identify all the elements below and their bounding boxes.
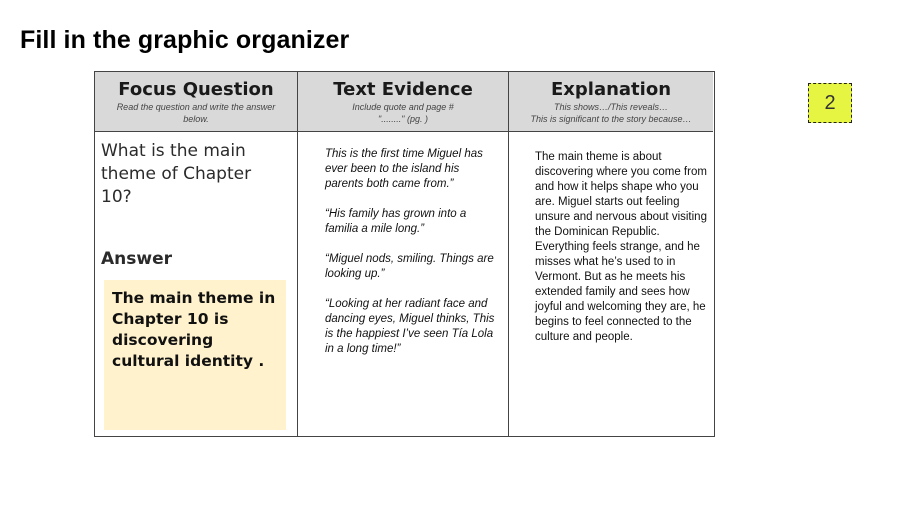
focus-question-header-title: Focus Question [118, 79, 274, 100]
answer-label: Answer [101, 249, 172, 269]
graphic-organizer-table [94, 71, 715, 437]
evidence-quote-4: “Looking at her radiant face and dancing eyes, Miguel thinks, This is the happiest I’ve seen Tía Lola in a long time!” [325, 298, 495, 355]
focus-question-header [95, 72, 297, 132]
explanation-header [509, 72, 713, 132]
focus-question-header-subtitle-line-2: below. [183, 114, 209, 124]
explanation-column [509, 72, 713, 436]
focus-question-text: What is the main theme of Chapter 10? [101, 141, 252, 207]
text-evidence-header-subtitle-line-1: Include quote and page # [352, 102, 454, 112]
explanation-header-subtitle-line-1: This shows…/This reveals… [553, 102, 669, 112]
slide-number-badge: 2 [808, 83, 852, 123]
text-evidence-header [298, 72, 508, 132]
explanation-header-title: Explanation [550, 79, 672, 100]
evidence-quote-1: This is the first time Miguel has ever been to the island his parents both came from.” [325, 148, 483, 190]
slide-title: Fill in the graphic organizer [20, 26, 350, 54]
explanation-header-subtitle-line-2: This is significant to the story because… [530, 114, 692, 124]
answer-text: The main theme in Chapter 10 is discovering cultural identity . [112, 289, 276, 370]
explanation-text[interactable]: The main theme is about discovering where you come from and how it helps shape who you are. Miguel starts out feeling unsure and nervous about visiting the Dominican Republic. Everything feels strange, and he misses what he’s used to in Vermont. But as he meets his extended family and sees how joyful and welcoming they are, he begins to feel connected to the culture and people. [535, 151, 707, 343]
text-evidence-column [298, 72, 509, 436]
text-evidence-header-title: Text Evidence [333, 79, 473, 100]
evidence-quote-2: “His family has grown into a familia a mile long.” [325, 208, 467, 235]
focus-question-header-subtitle-line-1: Read the question and write the answer [116, 102, 276, 112]
evidence-quote-3: “Miguel nods, smiling. Things are looking up.” [325, 253, 494, 280]
text-evidence-header-subtitle-line-2: "........" (pg. ) [378, 114, 428, 124]
text-evidence-list[interactable] [325, 147, 495, 372]
answer-text-box[interactable] [104, 280, 286, 430]
focus-question-column [95, 72, 298, 436]
